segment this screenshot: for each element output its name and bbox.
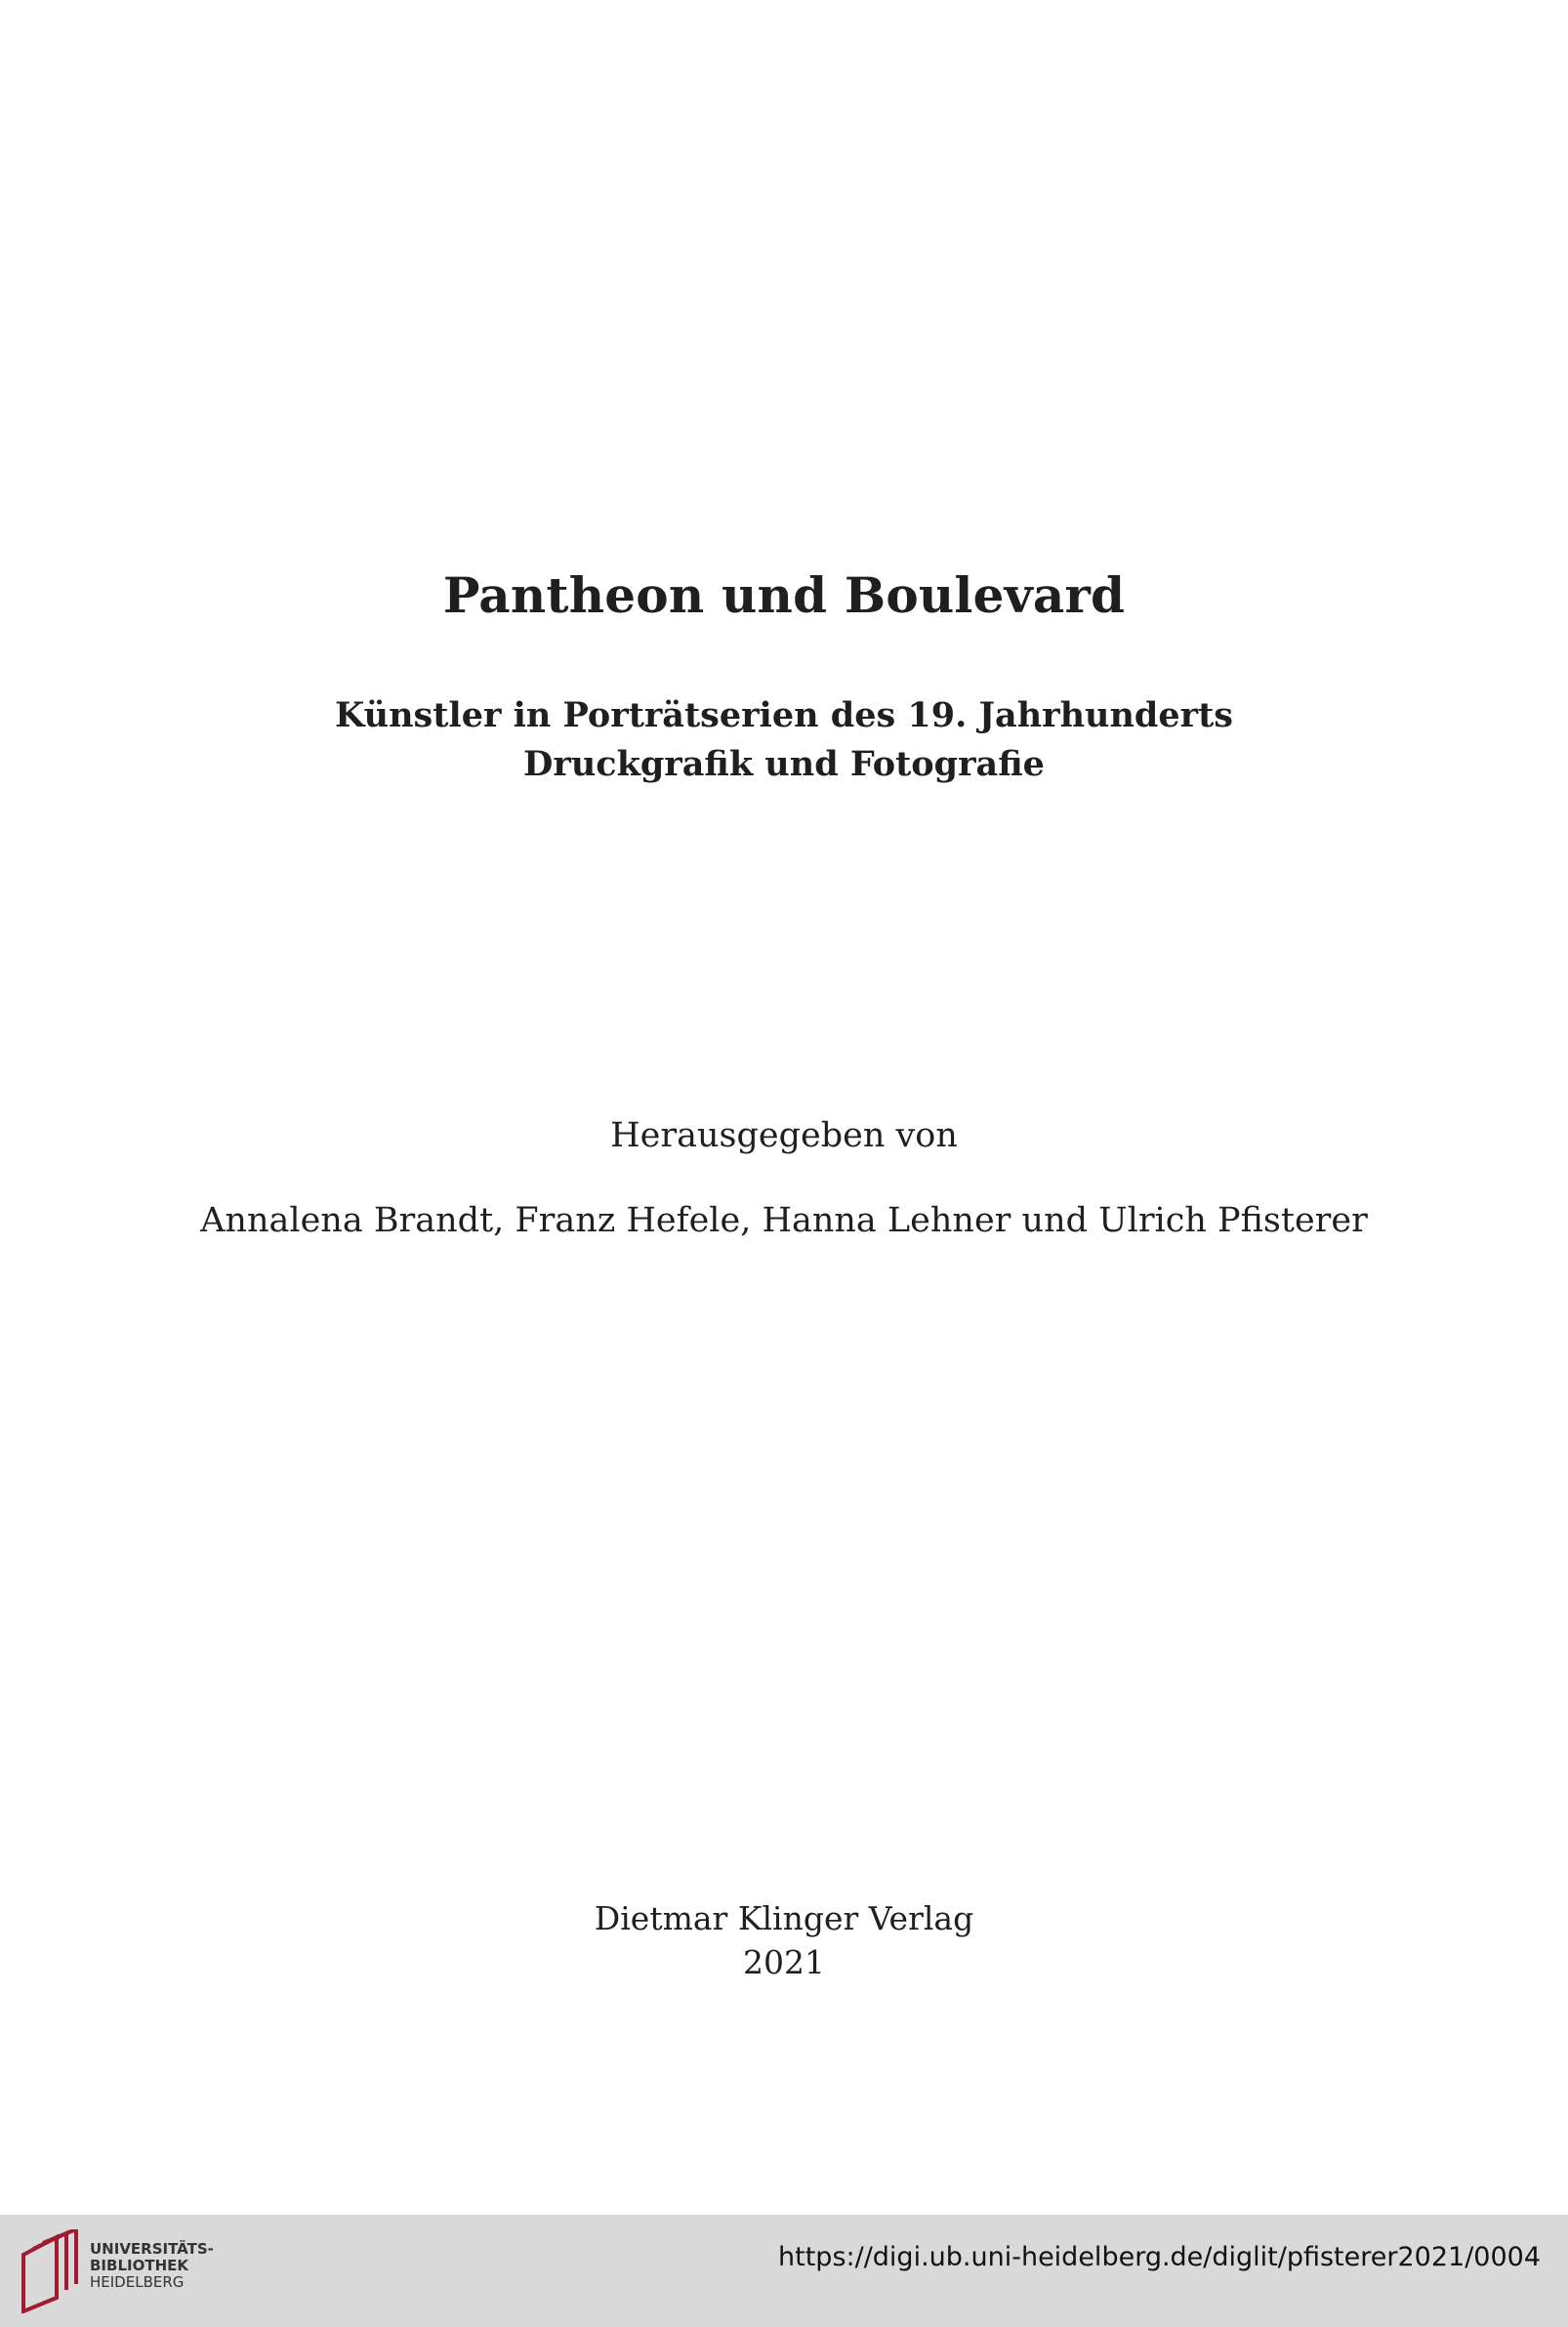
library-logo-icon[interactable] bbox=[18, 2229, 82, 2313]
editors-label: Herausgegeben von bbox=[610, 1116, 958, 1155]
logo-line-2: BIBLIOTHEK bbox=[90, 2257, 188, 2274]
permalink-url[interactable]: https://digi.ub.uni-heidelberg.de/diglit/pfisterer2021/0004 bbox=[778, 2242, 1541, 2272]
book-subtitle-line2: Druckgrafik und Fotografie bbox=[523, 744, 1045, 784]
logo-line-3: HEIDELBERG bbox=[90, 2273, 185, 2291]
book-title: Pantheon und Boulevard bbox=[442, 566, 1126, 624]
publication-year: 2021 bbox=[743, 1943, 825, 1981]
editors-names: Annalena Brandt, Franz Hefele, Hanna Lehner und Ulrich Pfisterer bbox=[200, 1201, 1368, 1240]
library-logo-text bbox=[90, 2241, 214, 2291]
footer-bar bbox=[0, 2215, 1568, 2327]
logo-line-1: UNIVERSITÄTS- bbox=[90, 2240, 214, 2258]
publisher-name: Dietmar Klinger Verlag bbox=[594, 1899, 974, 1937]
book-subtitle-line1: Künstler in Porträtserien des 19. Jahrhunderts bbox=[335, 695, 1233, 735]
